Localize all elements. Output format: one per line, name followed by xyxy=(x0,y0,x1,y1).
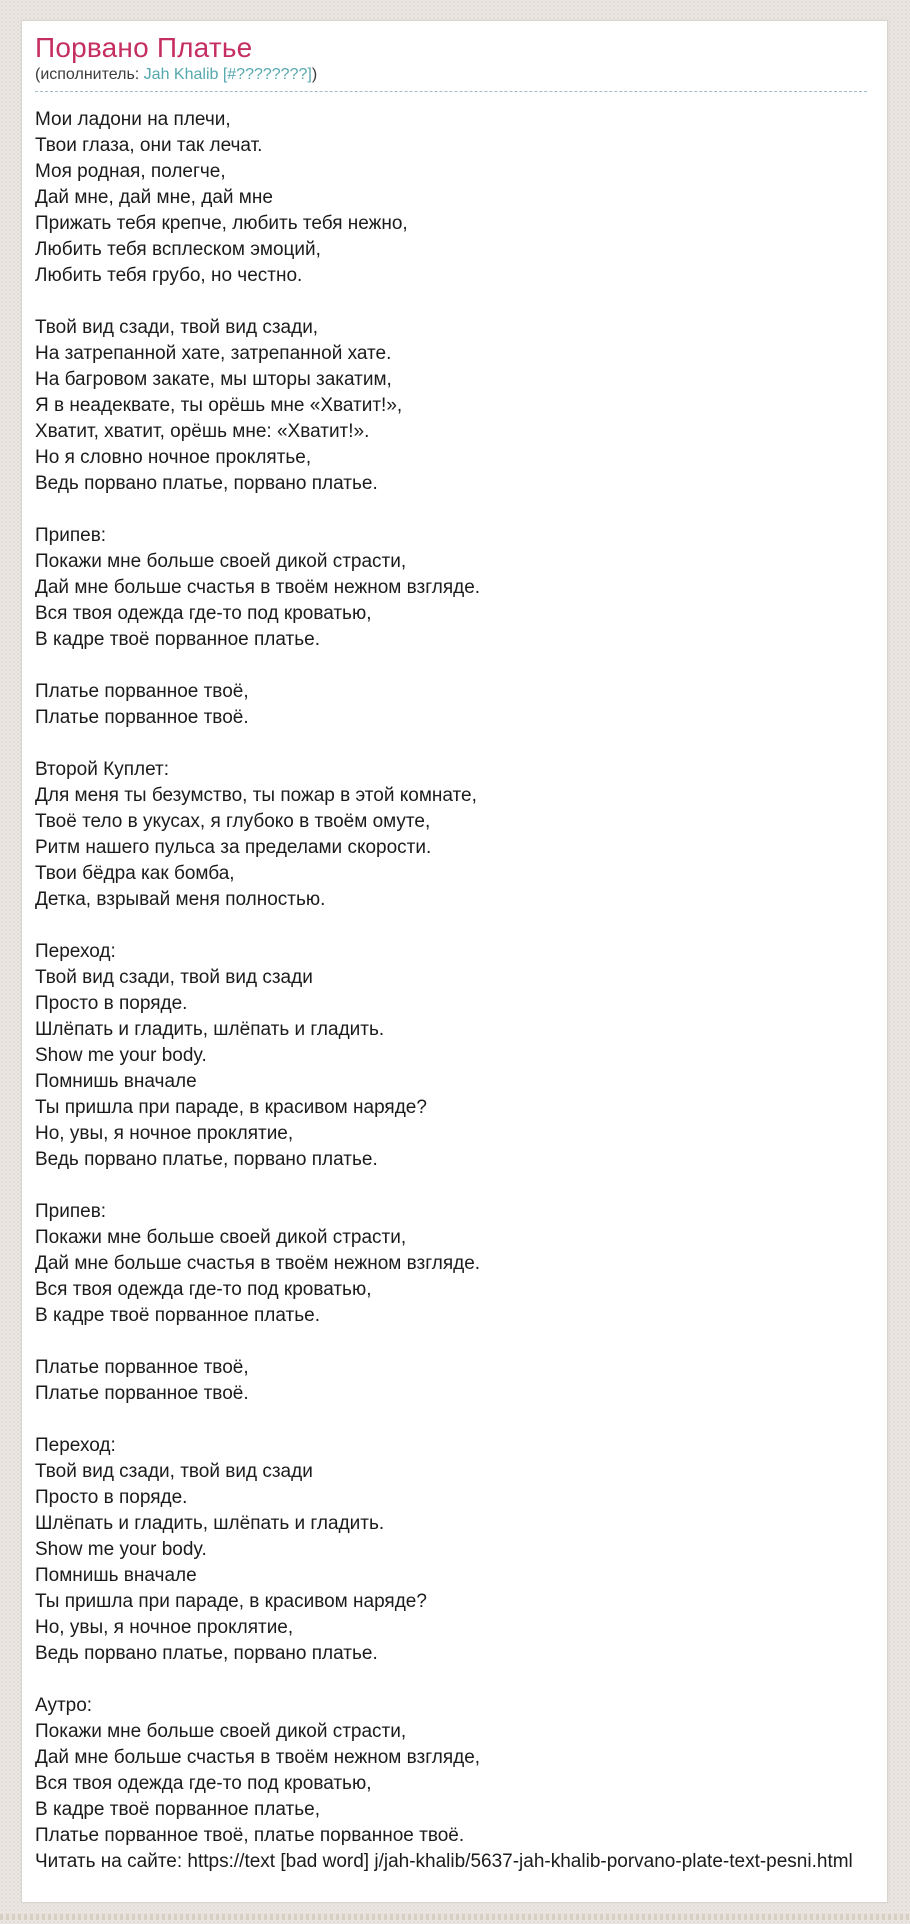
lyric-line: Вся твоя одежда где-то под кроватью, xyxy=(35,1279,372,1300)
content-card xyxy=(21,20,888,1903)
lyric-line: Дай мне больше счастья в твоём нежном взгляде, xyxy=(35,1747,481,1768)
lyric-line: Но, увы, я ночное проклятие, xyxy=(35,1617,294,1638)
lyric-line: Моя родная, полегче, xyxy=(35,161,226,182)
lyric-line: Для меня ты безумство, ты пожар в этой комнате, xyxy=(35,785,477,806)
lyric-line: Платье порванное твоё, платье порванное твоё. xyxy=(35,1825,465,1846)
lyric-line: Платье порванное твоё. xyxy=(35,707,249,728)
stanza xyxy=(35,107,867,289)
lyric-line: Вся твоя одежда где-то под кроватью, xyxy=(35,1773,372,1794)
artist-label: (исполнитель: xyxy=(35,66,144,83)
lyric-line: Вся твоя одежда где-то под кроватью, xyxy=(35,603,372,624)
lyric-line: Твои глаза, они так лечат. xyxy=(35,135,263,156)
lyric-line: Ритм нашего пульса за пределами скорости. xyxy=(35,837,432,858)
lyric-line: Припев: xyxy=(35,1201,107,1222)
lyric-line: Но, увы, я ночное проклятие, xyxy=(35,1123,294,1144)
lyric-line: В кадре твоё порванное платье. xyxy=(35,629,320,650)
lyric-line: На багровом закате, мы шторы закатим, xyxy=(35,369,392,390)
lyric-line: Ты пришла при параде, в красивом наряде? xyxy=(35,1097,427,1118)
stanza xyxy=(35,679,867,731)
artist-closing-paren: ) xyxy=(311,66,318,83)
bottom-texture-edge xyxy=(0,1914,910,1920)
lyric-line: Покажи мне больше своей дикой страсти, xyxy=(35,1721,407,1742)
lyric-line: Переход: xyxy=(35,1435,116,1456)
page-title: Порвано Платье xyxy=(35,32,253,63)
lyric-line: Помнишь вначале xyxy=(35,1565,197,1586)
lyric-line: Твой вид сзади, твой вид сзади xyxy=(35,967,313,988)
stanza xyxy=(35,1355,867,1407)
stanza xyxy=(35,1199,867,1329)
lyric-line: Платье порванное твоё, xyxy=(35,1357,249,1378)
lyric-line: Второй Куплет: xyxy=(35,759,169,780)
lyric-line: Но я словно ночное проклятье, xyxy=(35,447,312,468)
stanza xyxy=(35,1433,867,1667)
lyric-line: Аутро: xyxy=(35,1695,93,1716)
artist-line xyxy=(35,65,867,92)
lyric-line: Мои ладони на плечи, xyxy=(35,109,231,130)
lyric-line: Покажи мне больше своей дикой страсти, xyxy=(35,1227,407,1248)
lyric-line: Просто в поряде. xyxy=(35,993,188,1014)
lyric-line: Любить тебя всплеском эмоций, xyxy=(35,239,321,260)
stanza xyxy=(35,757,867,913)
lyric-line: Твоё тело в укусах, я глубоко в твоём омуте, xyxy=(35,811,431,832)
lyric-line: Ведь порвано платье, порвано платье. xyxy=(35,473,378,494)
lyric-line: В кадре твоё порванное платье. xyxy=(35,1305,320,1326)
lyric-line: Прижать тебя крепче, любить тебя нежно, xyxy=(35,213,408,234)
lyric-line: Платье порванное твоё, xyxy=(35,681,249,702)
lyric-line: Шлёпать и гладить, шлёпать и гладить. xyxy=(35,1019,385,1040)
lyric-line: Дай мне больше счастья в твоём нежном взгляде. xyxy=(35,577,481,598)
lyric-line: Платье порванное твоё. xyxy=(35,1383,249,1404)
stanza xyxy=(35,523,867,653)
lyric-line: Дай мне, дай мне, дай мне xyxy=(35,187,273,208)
artist-link[interactable]: Jah Khalib [#????????] xyxy=(143,66,312,83)
lyrics xyxy=(35,107,867,1875)
lyric-line: Покажи мне больше своей дикой страсти, xyxy=(35,551,407,572)
stanza xyxy=(35,1693,867,1875)
lyric-line: Твои бёдра как бомба, xyxy=(35,863,235,884)
lyric-line: Show me your body. xyxy=(35,1539,207,1560)
lyric-line: Просто в поряде. xyxy=(35,1487,188,1508)
lyric-line: Шлёпать и гладить, шлёпать и гладить. xyxy=(35,1513,385,1534)
lyric-line: Припев: xyxy=(35,525,107,546)
lyric-line: На затрепанной хате, затрепанной хате. xyxy=(35,343,392,364)
lyric-line: Помнишь вначале xyxy=(35,1071,197,1092)
lyric-line: Переход: xyxy=(35,941,116,962)
lyric-line: Любить тебя грубо, но честно. xyxy=(35,265,303,286)
lyric-line: Ведь порвано платье, порвано платье. xyxy=(35,1643,378,1664)
lyric-line: Дай мне больше счастья в твоём нежном взгляде. xyxy=(35,1253,481,1274)
lyric-line: Я в неадеквате, ты орёшь мне «Хватит!», xyxy=(35,395,403,416)
lyric-line: Ведь порвано платье, порвано платье. xyxy=(35,1149,378,1170)
lyric-line: Твой вид сзади, твой вид сзади xyxy=(35,1461,313,1482)
lyric-line: Ты пришла при параде, в красивом наряде? xyxy=(35,1591,427,1612)
stanza xyxy=(35,315,867,497)
lyric-line: Хватит, хватит, орёшь мне: «Хватит!». xyxy=(35,421,370,442)
lyric-line: Show me your body. xyxy=(35,1045,207,1066)
lyric-line: В кадре твоё порванное платье, xyxy=(35,1799,320,1820)
stanza xyxy=(35,939,867,1173)
lyric-line: Твой вид сзади, твой вид сзади, xyxy=(35,317,319,338)
lyric-line: Детка, взрывай меня полностью. xyxy=(35,889,326,910)
lyric-line: Читать на сайте: https://text [bad word] j/jah-khalib/5637-jah-khalib-porvano-plate-text-pesni.html xyxy=(35,1851,853,1872)
